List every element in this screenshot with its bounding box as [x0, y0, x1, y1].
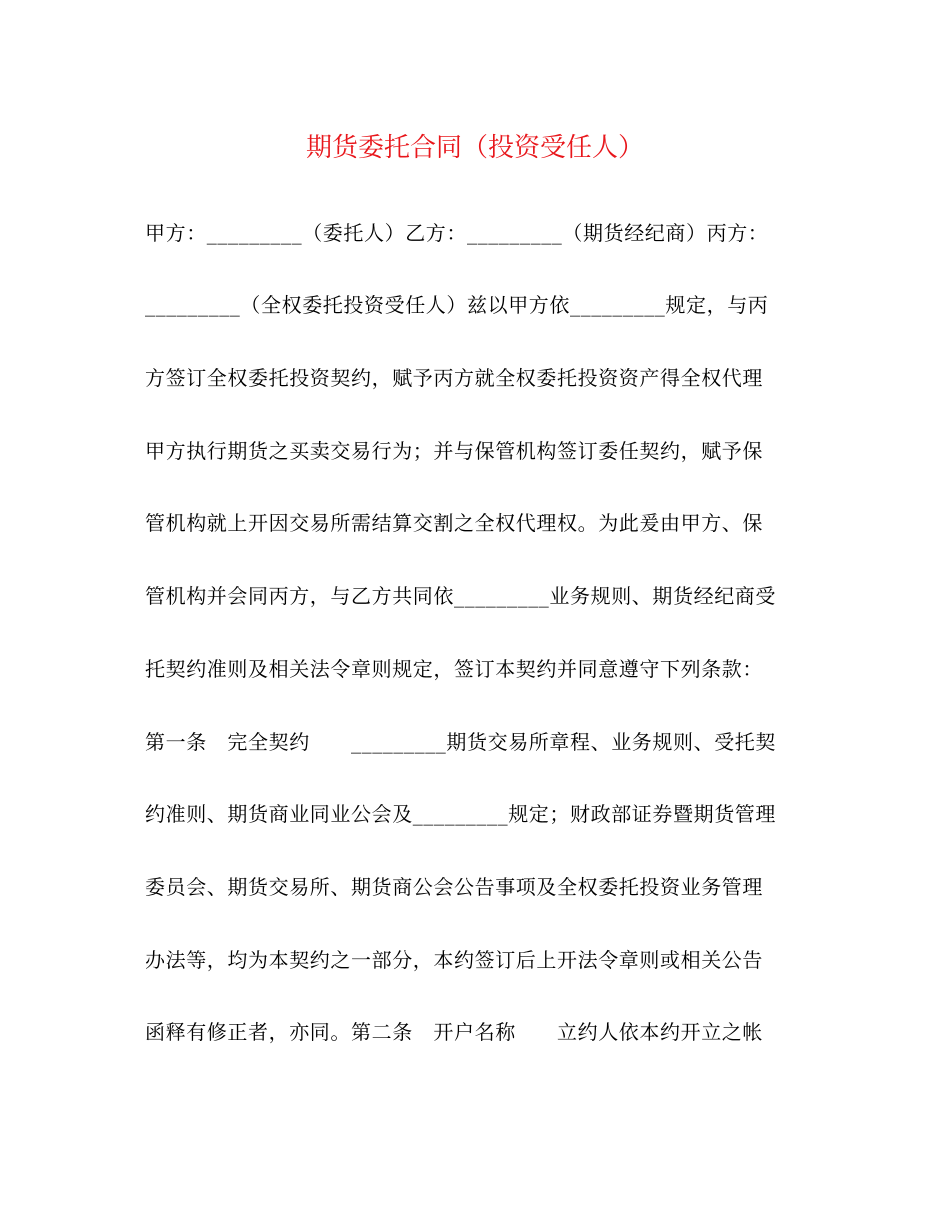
body-line: 委员会、期货交易所、期货商公会公告事项及全权委托投资业务管理	[145, 875, 763, 899]
body-line: 甲方：_________（委托人）乙方：_________（期货经纪商）丙方：	[145, 221, 769, 245]
body-line: 甲方执行期货之买卖交易行为；并与保管机构签订委任契约，赋予保	[145, 439, 763, 463]
body-line: 托契约准则及相关法令章则规定，签订本契约并同意遵守下列条款：	[145, 657, 763, 681]
body-line: 第一条 完全契约 _________期货交易所章程、业务规则、受托契	[145, 730, 776, 754]
body-line: 管机构并会同丙方，与乙方共同依_________业务规则、期货经纪商受	[145, 584, 776, 608]
document-title: 期货委托合同（投资受任人）	[305, 133, 644, 163]
body-line: _________（全权委托投资受任人）兹以甲方依_________规定，与丙	[145, 293, 769, 317]
body-line: 管机构就上开因交易所需结算交割之全权代理权。为此爰由甲方、保	[145, 511, 763, 535]
body-line: 函释有修正者，亦同。第二条 开户名称 立约人依本约开立之帐	[145, 1020, 763, 1044]
body-line: 办法等，均为本契约之一部分，本约签订后上开法令章则或相关公告	[145, 948, 763, 972]
body-line: 约准则、期货商业同业公会及_________规定；财政部证券暨期货管理	[145, 802, 776, 826]
body-line: 方签订全权委托投资契约，赋予丙方就全权委托投资资产得全权代理	[145, 366, 763, 390]
